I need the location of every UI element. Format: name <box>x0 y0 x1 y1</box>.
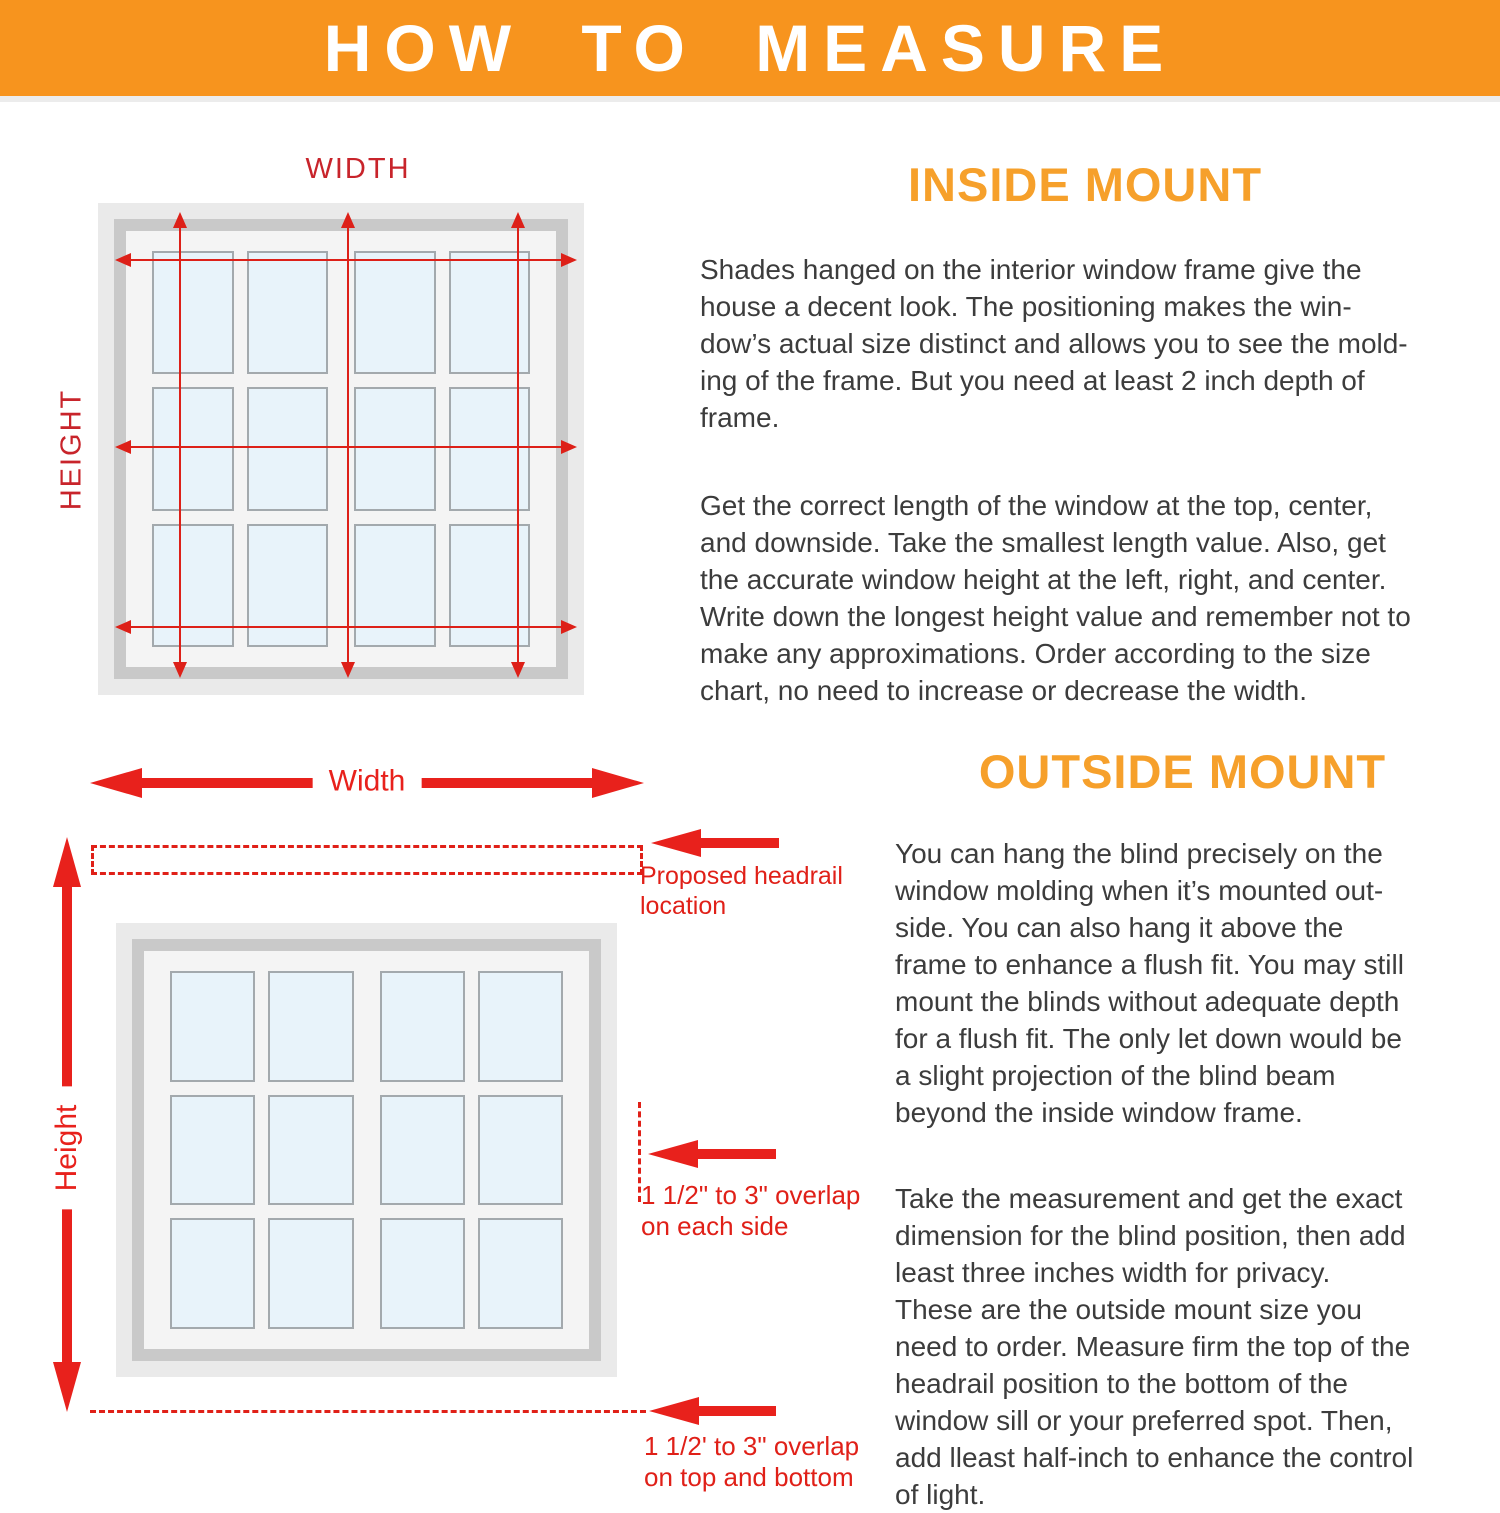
inside-mount-paragraph-1: Shades hanged on the interior window frame give the house a decent look. The positioning makes the win- dow’s actual size distinct and allows you to see the mold- ing of the frame. But you need at least 2 inch depth of frame. <box>700 254 1408 433</box>
window-sash-area <box>126 231 556 667</box>
window-pane <box>247 524 329 647</box>
outside-height-label: Height <box>50 1086 84 1209</box>
height-arrow <box>50 837 83 1412</box>
outside-mount-paragraph-2: Take the measurement and get the exact dimension for the blind position, then add least three inches width for privacy. These are the outside mount size you need to order. Measure firm the top of the headrail position to the bottom of the window sill or your preferred spot. Then, add lleast half-inch to enhance the control of light. <box>895 1183 1414 1510</box>
window-pane <box>170 1218 255 1329</box>
window-pane <box>247 251 329 374</box>
measure-arrow-horizontal-top <box>130 259 562 261</box>
page-title: HOW TO MEASURE <box>323 11 1177 85</box>
window-pane <box>268 1218 353 1329</box>
side-overlap-arrow <box>648 1140 776 1168</box>
inside-mount-paragraph-2: Get the correct length of the window at the top, center, and downside. Take the smallest length value. Also, get the accurate window height at the left, right, and center. Write down the longest height value and remember not to make any approximations. Order according to the size chart, no need to increase or decrease the width. <box>700 490 1411 706</box>
measure-arrow-vertical-center <box>347 227 349 663</box>
window-sash-right <box>354 251 530 647</box>
window-mullion <box>328 251 354 647</box>
outside-mount-section <box>895 743 1470 1513</box>
outside-mount-paragraph-1: You can hang the blind precisely on the window molding when it’s mounted out- side. You can also hang it above the frame to enhance a flush fit. You may still mount the blinds without adequate depth for a flush fit. The only let down would be a slight projection of the blind beam beyond the inside window frame. <box>895 838 1404 1128</box>
window-frame <box>114 219 568 679</box>
width-arrow <box>90 764 644 798</box>
window-pane <box>478 1218 563 1329</box>
window-pane <box>152 387 234 510</box>
window-pane <box>247 387 329 510</box>
window-pane <box>170 1095 255 1206</box>
window-pane <box>152 524 234 647</box>
inside-mount-section <box>700 156 1470 709</box>
window-pane <box>268 1095 353 1206</box>
window-pane <box>268 971 353 1082</box>
window-pane <box>478 971 563 1082</box>
inside-height-label: HEIGHT <box>55 388 88 510</box>
window-pane <box>380 1095 465 1206</box>
outside-width-label: Width <box>313 765 422 799</box>
measure-arrow-horizontal-middle <box>130 446 562 448</box>
window-pane <box>380 1218 465 1329</box>
bottom-overlap-label: 1 1/2' to 3" overlap on top and bottom <box>644 1431 860 1492</box>
proposed-headrail-box <box>91 845 643 875</box>
measure-arrow-vertical-right <box>517 227 519 663</box>
outside-mount-heading: OUTSIDE MOUNT <box>978 745 1387 798</box>
window-pane <box>380 971 465 1082</box>
outside-mount-window <box>116 923 617 1377</box>
window-pane <box>170 971 255 1082</box>
bottom-overlap-guide <box>90 1410 646 1413</box>
window-pane <box>354 251 436 374</box>
inside-mount-window <box>98 203 584 695</box>
window-sash-left <box>170 971 354 1329</box>
window-pane <box>354 524 436 647</box>
window-frame <box>132 939 601 1361</box>
measure-arrow-vertical-left <box>179 227 181 663</box>
window-pane <box>152 251 234 374</box>
inside-mount-heading: INSIDE MOUNT <box>907 158 1263 211</box>
title-banner <box>0 0 1500 102</box>
window-sash-right <box>380 971 564 1329</box>
inside-width-label: WIDTH <box>305 153 411 185</box>
measure-arrow-horizontal-bottom <box>130 626 562 628</box>
window-sash-area <box>144 951 589 1349</box>
window-mullion <box>354 971 380 1329</box>
window-pane <box>354 387 436 510</box>
headrail-pointer-arrow <box>651 829 779 857</box>
side-overlap-label: 1 1/2" to 3" overlap on each side <box>641 1180 861 1241</box>
headrail-label: Proposed headrail location <box>640 862 843 920</box>
window-pane <box>478 1095 563 1206</box>
bottom-overlap-arrow <box>649 1397 776 1425</box>
